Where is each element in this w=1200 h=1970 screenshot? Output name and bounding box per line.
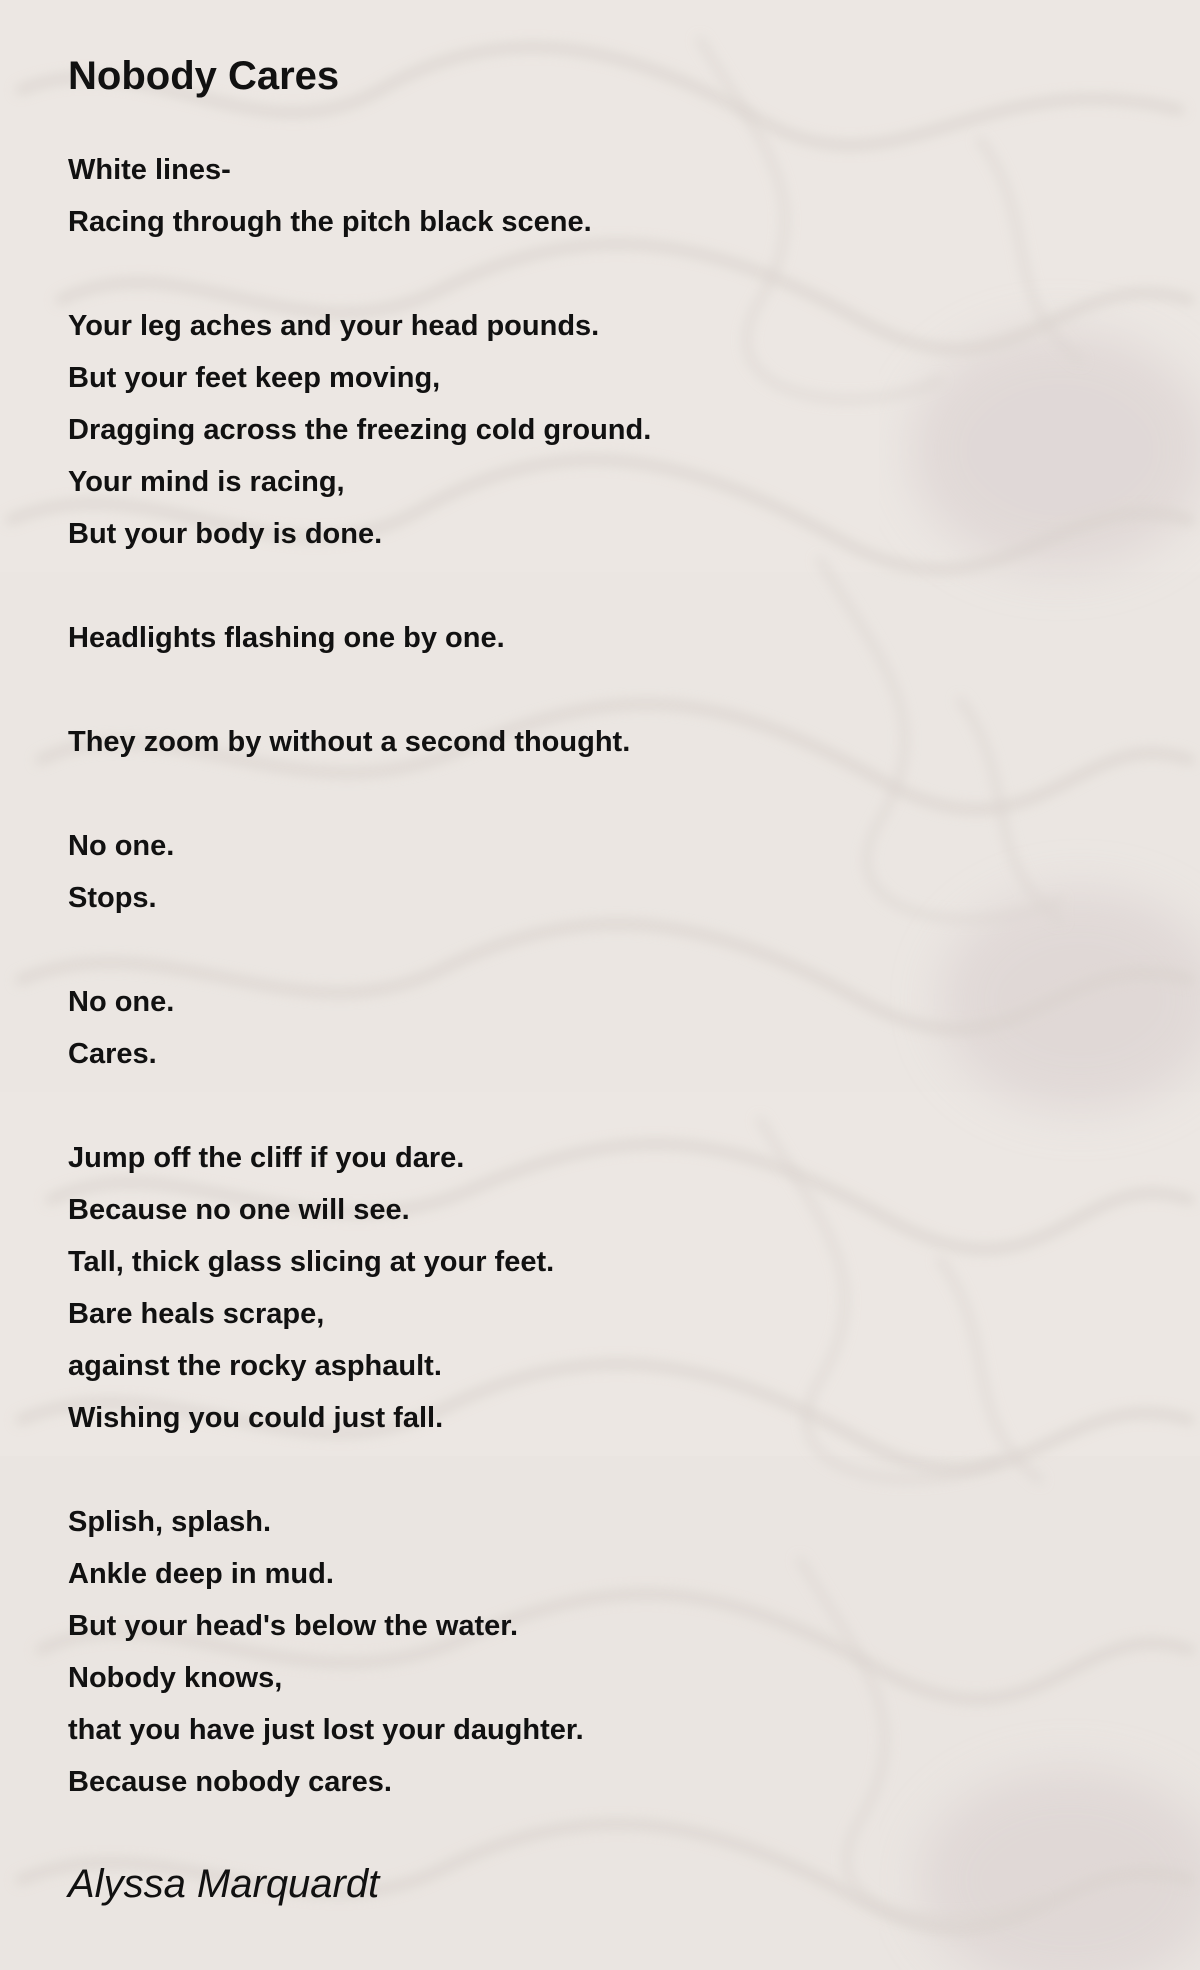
poem-line: Your mind is racing, bbox=[68, 466, 345, 498]
poem-container bbox=[68, 52, 1068, 1908]
poem-line: Ankle deep in mud. bbox=[68, 1558, 334, 1590]
poem-line: Jump off the cliff if you dare. bbox=[68, 1142, 465, 1174]
stanza-7 bbox=[68, 1132, 1068, 1444]
poem-title: Nobody Cares bbox=[68, 54, 340, 98]
poem-line: Nobody knows, bbox=[68, 1662, 283, 1694]
poem-line: But your feet keep moving, bbox=[68, 362, 441, 394]
stanza-8 bbox=[68, 1496, 1068, 1808]
poem-line: Stops. bbox=[68, 882, 157, 914]
poem-line: No one. bbox=[68, 986, 175, 1018]
stanza-3 bbox=[68, 612, 1068, 664]
poem-line: Bare heals scrape, bbox=[68, 1298, 325, 1330]
poem-line: Dragging across the freezing cold ground. bbox=[68, 414, 652, 446]
poem-line: Your leg aches and your head pounds. bbox=[68, 310, 600, 342]
poem-line: Because no one will see. bbox=[68, 1194, 410, 1226]
poem-line: But your head's below the water. bbox=[68, 1610, 519, 1642]
poem-line: They zoom by without a second thought. bbox=[68, 726, 631, 758]
poem-line: Racing through the pitch black scene. bbox=[68, 206, 592, 238]
poem-line: that you have just lost your daughter. bbox=[68, 1714, 584, 1746]
poem-line: Splish, splash. bbox=[68, 1506, 272, 1538]
poem-author: Alyssa Marquardt bbox=[68, 1862, 380, 1906]
stanza-5 bbox=[68, 820, 1068, 924]
stanza-1 bbox=[68, 144, 1068, 248]
poem-line: But your body is done. bbox=[68, 518, 383, 550]
poem-line: White lines- bbox=[68, 154, 231, 186]
stanza-2 bbox=[68, 300, 1068, 560]
stanza-4 bbox=[68, 716, 1068, 768]
poem-line: Cares. bbox=[68, 1038, 157, 1070]
poem-line: against the rocky asphault. bbox=[68, 1350, 442, 1382]
poem-line: Tall, thick glass slicing at your feet. bbox=[68, 1246, 555, 1278]
poem-line: No one. bbox=[68, 830, 175, 862]
poem-line: Because nobody cares. bbox=[68, 1766, 392, 1798]
poem-line: Wishing you could just fall. bbox=[68, 1402, 444, 1434]
poem-line: Headlights flashing one by one. bbox=[68, 622, 505, 654]
stanza-6 bbox=[68, 976, 1068, 1080]
